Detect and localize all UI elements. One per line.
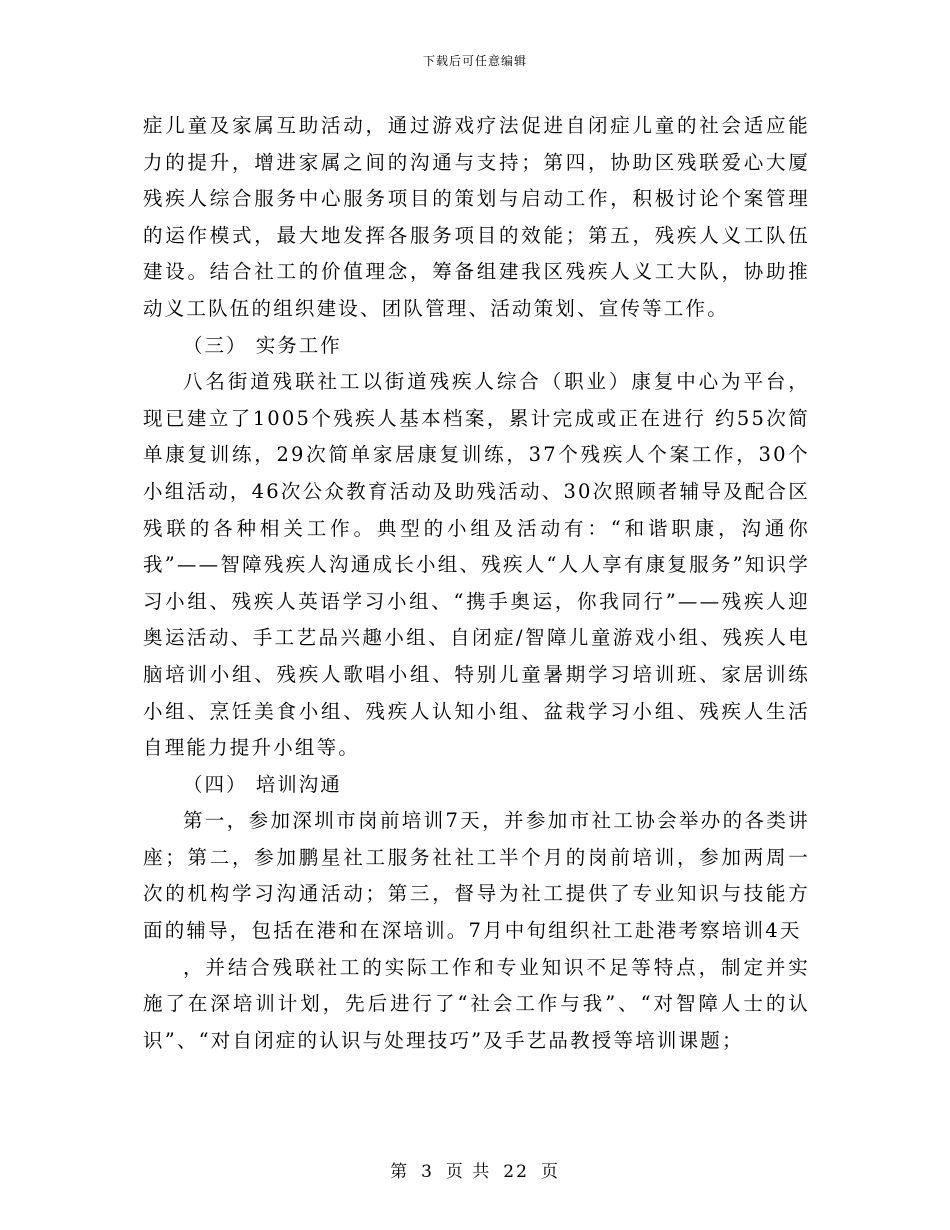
page-header: 下载后可任意编辑 xyxy=(422,54,527,68)
section-heading-training: （四） 培训沟通 xyxy=(183,772,342,796)
paragraph-practice-work: 八名街道残联社工以街道残疾人综合（职业）康复中心为平台，现已建立了1005个残疾人基本档案，累计完成或正在进行 约55次简单康复训练，29次简单家居康复训练，37个残疾人个案工作，30个小组活动，46次公众教育活动及助残活动、30次照顾者辅导及配合区残联的各种相关工作。典型的小组及活动有：“和谐职康，沟通你我”——智障残疾人沟通成长小组、残疾人“人人享有康复服务”知识学习小组、残疾人英语学习小组、“携手奥运，你我同行”——残疾人迎奥运活动、手工艺品兴趣小组、自闭症/智障儿童游戏小组、残疾人电脑培训小组、残疾人歌唱小组、特别儿童暑期学习培训班、家居训练小组、烹饪美食小组、残疾人认知小组、盆栽学习小组、残疾人生活自理能力提升小组等。 xyxy=(143,370,810,760)
footer-prefix: 第 xyxy=(390,1162,410,1182)
document-body xyxy=(143,108,810,1059)
page-footer xyxy=(0,1157,950,1182)
paragraph-training-continued: ，并结合残联社工的实际工作和专业知识不足等特点，制定并实施了在深培训计划，先后进行了“社会工作与我”、“对智障人士的认识”、“对自闭症的认识与处理技巧”及手艺品教授等培训课题； xyxy=(143,955,810,1052)
section-heading-practice: （三） 实务工作 xyxy=(183,333,342,357)
footer-middle: 页 共 xyxy=(445,1162,492,1182)
footer-total-pages: 22 xyxy=(503,1162,529,1182)
footer-suffix: 页 xyxy=(540,1162,560,1182)
paragraph-training: 第一，参加深圳市岗前培训7天，并参加市社工协会举办的各类讲座；第二，参加鹏星社工服务社社工半个月的岗前培训，参加两周一次的机构学习沟通活动；第三，督导为社工提供了专业知识与技能方面的辅导，包括在港和在深培训。7月中旬组织社工赴港考察培训4天 xyxy=(143,809,810,943)
paragraph-continued: 症儿童及家属互助活动，通过游戏疗法促进自闭症儿童的社会适应能力的提升，增进家属之间的沟通与支持；第四，协助区残联爱心大厦残疾人综合服务中心服务项目的策划与启动工作，积极讨论个案管理的运作模式，最大地发挥各服务项目的效能；第五，残疾人义工队伍建设。结合社工的价值理念，筹备组建我区残疾人义工大队，协助推动义工队伍的组织建设、团队管理、活动策划、宣传等工作。 xyxy=(143,114,810,320)
footer-page-number: 3 xyxy=(421,1162,434,1182)
